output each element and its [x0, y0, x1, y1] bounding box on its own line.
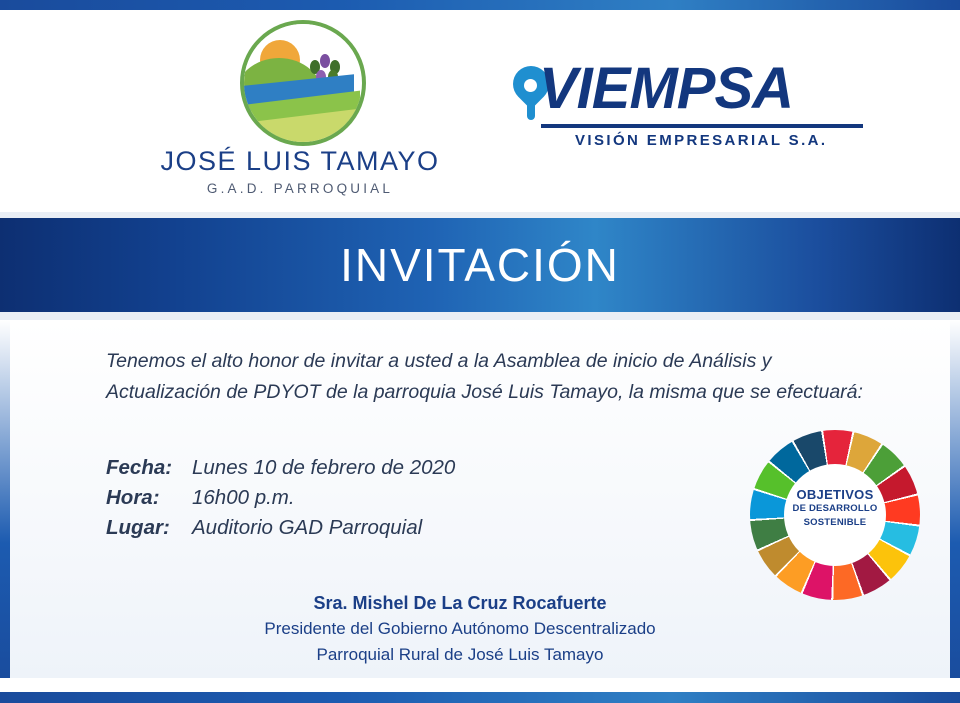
detail-label-date: Fecha:	[106, 456, 173, 479]
detail-value-place: Auditorio GAD Parroquial	[192, 516, 423, 539]
viempsa-logo	[505, 56, 865, 149]
signer-name: Sra. Mishel De La Cruz Rocafuerte	[313, 593, 607, 613]
header-logos	[0, 10, 960, 210]
signature-block	[180, 590, 740, 668]
left-accent-bar	[0, 320, 10, 692]
document-body	[0, 320, 960, 678]
bottom-accent-bar	[0, 692, 960, 703]
sdg-line-1: OBJETIVOS	[796, 487, 874, 502]
detail-value-time: 16h00 p.m.	[192, 486, 295, 509]
detail-label-place: Lugar:	[106, 516, 170, 539]
landscape-emblem-icon	[225, 20, 375, 138]
detail-label-time: Hora:	[106, 486, 160, 509]
sdg-line-3: SOSTENIBLE	[803, 517, 867, 528]
bottom-spacer	[0, 678, 960, 692]
detail-row-place	[106, 516, 455, 540]
signer-role-line-1: Presidente del Gobierno Autónomo Descentralizado	[264, 619, 656, 638]
sdg-line-2: DE DESARROLLO	[792, 503, 878, 514]
detail-row-time	[106, 486, 455, 510]
page-title: INVITACIÓN	[340, 239, 620, 291]
detail-value-date: Lunes 10 de febrero de 2020	[192, 456, 456, 479]
viempsa-logo-subtitle: VISIÓN EMPRESARIAL S.A.	[575, 132, 828, 149]
top-accent-bar	[0, 0, 960, 10]
banner-bottom-edge	[0, 312, 960, 320]
invitation-paragraph: Tenemos el alto honor de invitar a usted a la Asamblea de inicio de Análisis y Actualización de PDYOT de la parroquia José Luis Tamayo, la misma que se efectuará:	[106, 350, 863, 403]
invitation-banner	[0, 218, 960, 312]
detail-row-date	[106, 456, 455, 480]
gad-logo-name: JOSÉ LUIS TAMAYO	[160, 146, 440, 176]
right-accent-bar	[950, 320, 960, 692]
gad-logo-subtitle: G.A.D. PARROQUIAL	[206, 181, 394, 196]
gad-logo	[140, 20, 460, 196]
sdg-wheel-icon	[750, 430, 920, 600]
signer-role-line-2: Parroquial Rural de José Luis Tamayo	[316, 645, 604, 664]
viempsa-divider	[541, 124, 863, 128]
viempsa-logo-name: VIEMPSA	[539, 56, 794, 121]
event-details	[106, 456, 455, 546]
